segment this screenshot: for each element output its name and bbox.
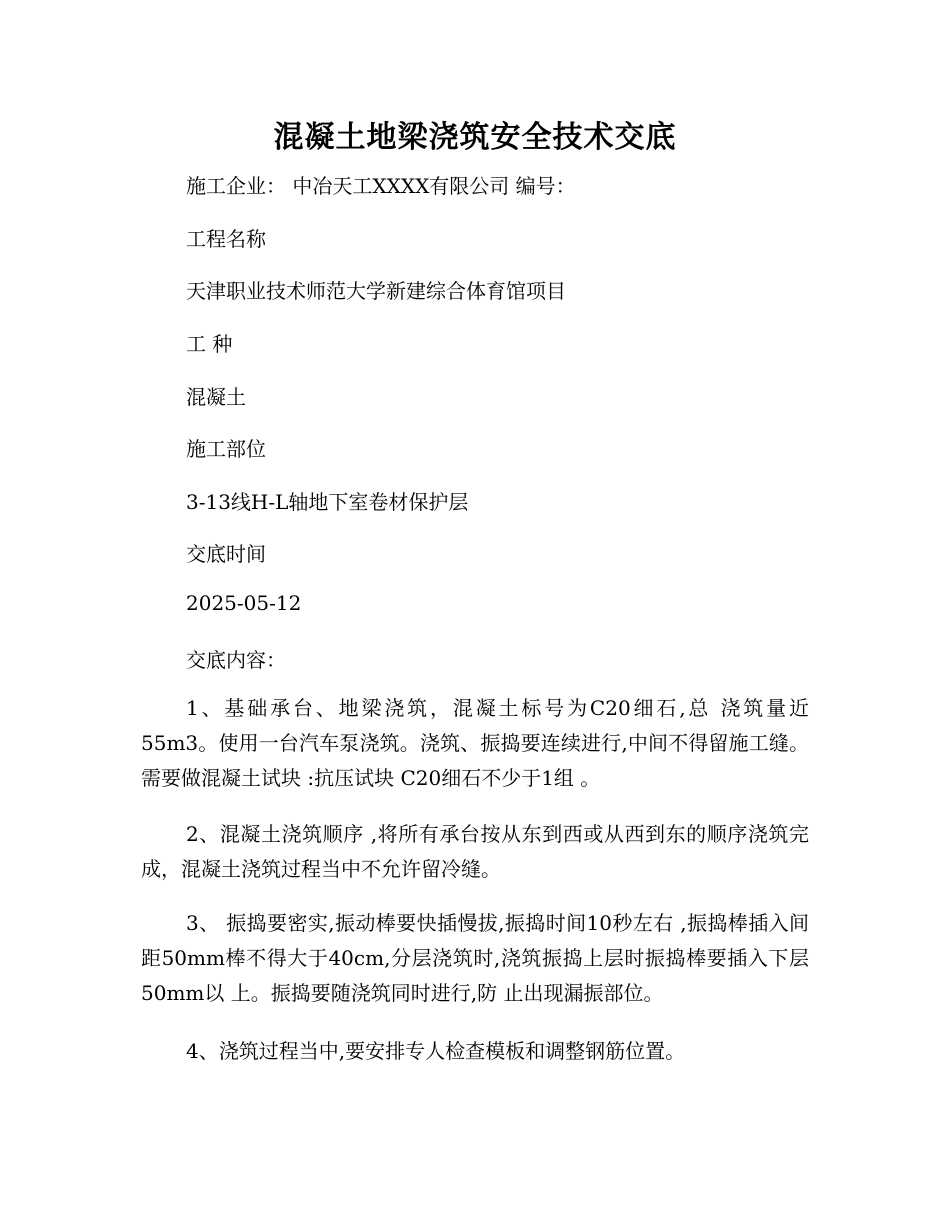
paragraph-1: 1、基础承台、地梁浇筑，混凝土标号为C20细石,总 浇筑量近55m3。使用一台汽车泵浇筑。浇筑、振捣要连续进行,中间不得留施工缝。需要做混凝土试块 :抗压试块 C20细石不少于1组 。	[141, 696, 809, 790]
content-label: 交底内容：	[186, 648, 286, 672]
document-title: 混凝土地梁浇筑安全技术交底	[273, 120, 677, 155]
project-name-value: 天津职业技术师范大学新建综合体育馆项目	[186, 279, 566, 303]
date-label: 交底时间	[186, 542, 266, 566]
location-value: 3-13线H-L轴地下室卷材保护层	[186, 490, 469, 514]
company-line: 施工企业： 中冶天工XXXX有限公司 编号：	[186, 174, 576, 198]
project-name-label: 工程名称	[186, 227, 266, 251]
date-value: 2025-05-12	[186, 591, 302, 615]
paragraph-4: 4、浇筑过程当中,要安排专人检查模板和调整钢筋位置。	[186, 1039, 686, 1063]
trade-value: 混凝土	[186, 385, 246, 409]
trade-label: 工 种	[186, 332, 233, 356]
location-label: 施工部位	[186, 437, 266, 461]
paragraph-2: 2、混凝土浇筑顺序 ,将所有承台按从东到西或从西到东的顺序浇筑完成，混凝土浇筑过程当中不允许留冷缝。	[141, 822, 809, 881]
paragraph-3: 3、 振捣要密实,振动棒要快插慢拔,振捣时间10秒左右 ,振捣棒插入间距50mm棒不得大于40cm,分层浇筑时,浇筑振捣上层时振捣棒要插入下层50mm以 上。振捣要随浇筑同时进行,防 止出现漏振部位。	[141, 911, 809, 1005]
